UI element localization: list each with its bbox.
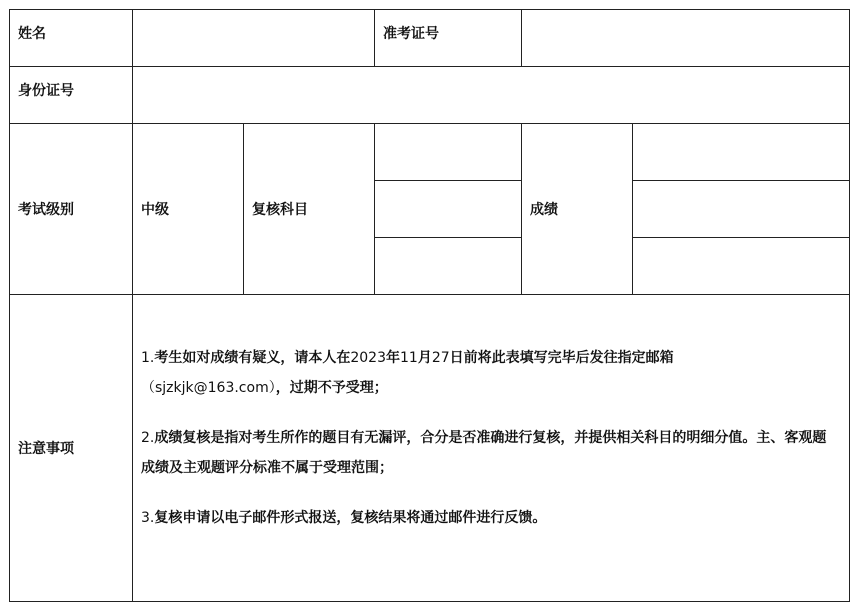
note-1-day: 27 — [431, 350, 450, 366]
exam-level-value: 中级 — [133, 124, 244, 295]
ticket-number-label: 准考证号 — [375, 10, 522, 67]
score-review-form — [9, 9, 850, 602]
score-field-2[interactable] — [633, 181, 850, 238]
review-subject-label: 复核科目 — [244, 124, 375, 295]
note-1-text-a: 考生如对成绩有疑义，请本人在 — [154, 350, 351, 366]
ticket-number-field[interactable] — [522, 10, 850, 67]
note-2-text: 成绩复核是指对考生所作的题目有无漏评，合分是否准确进行复核，并提供相关科目的明细分值。主、客观题成绩及主观题评分标准不属于受理范围； — [141, 430, 827, 476]
id-number-field[interactable] — [133, 67, 850, 124]
note-1-month: 11 — [400, 350, 418, 366]
note-1-text-d: 日前将此表填写完毕后发往指定邮箱 — [449, 350, 674, 366]
note-1-year: 2023 — [350, 350, 386, 366]
notes-label: 注意事项 — [10, 295, 133, 602]
note-1-email: （sjzkjk@163.com） — [141, 380, 276, 396]
note-1-text-e: ，过期不予受理； — [275, 380, 388, 396]
note-1-text-c: 月 — [417, 350, 432, 366]
review-subject-field-2[interactable] — [375, 181, 522, 238]
note-1-number: 1. — [141, 350, 155, 366]
note-1-text-b: 年 — [386, 350, 400, 366]
exam-level-label: 考试级别 — [10, 124, 133, 295]
id-number-label: 身份证号 — [10, 67, 133, 124]
review-subject-field-3[interactable] — [375, 238, 522, 295]
score-field-1[interactable] — [633, 124, 850, 181]
name-label: 姓名 — [10, 10, 133, 67]
note-2-number: 2. — [141, 430, 155, 446]
notes-content — [133, 295, 850, 602]
name-field[interactable] — [133, 10, 375, 67]
note-item-1 — [141, 343, 839, 403]
note-3-text: 复核申请以电子邮件形式报送，复核结果将通过邮件进行反馈。 — [154, 510, 547, 526]
score-label: 成绩 — [522, 124, 633, 295]
note-3-number: 3. — [141, 510, 155, 526]
note-item-2 — [141, 423, 839, 483]
review-subject-field-1[interactable] — [375, 124, 522, 181]
note-item-3 — [141, 503, 839, 533]
score-field-3[interactable] — [633, 238, 850, 295]
